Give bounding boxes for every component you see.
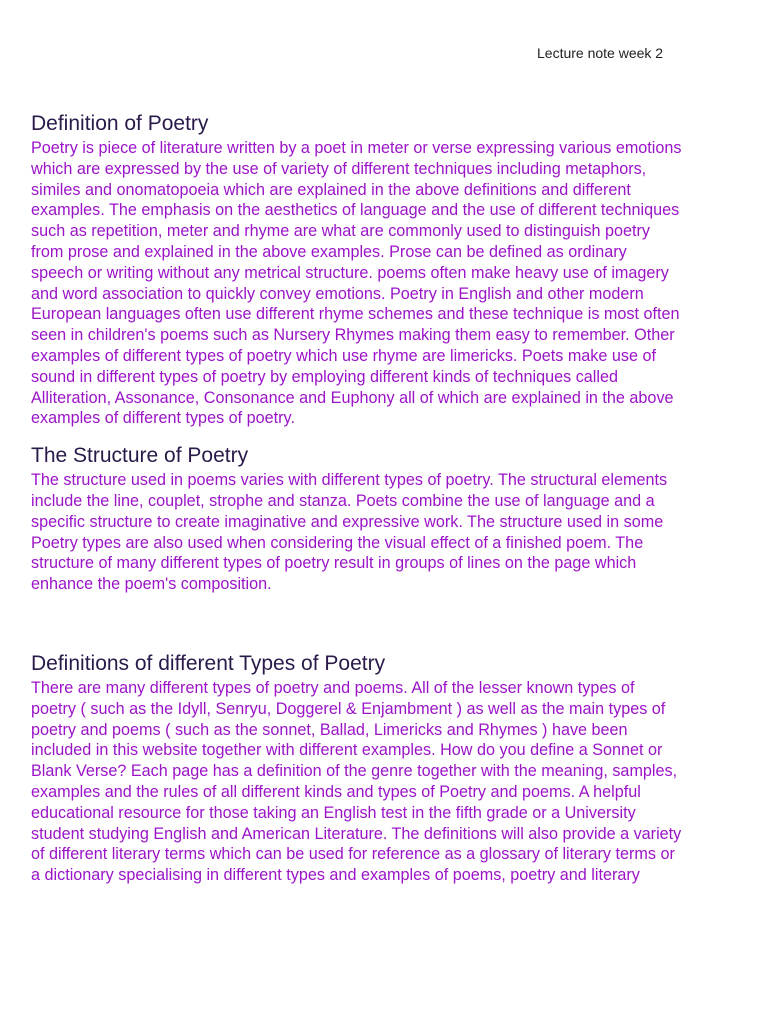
document-content — [31, 111, 743, 886]
text-line: examples and the rules of all different kinds and types of Poetry and poems. A helpful — [31, 782, 641, 801]
text-line: poetry ( such as the Idyll, Senryu, Doggerel & Enjambment ) as well as the main types of — [31, 699, 666, 718]
text-line: sound in different types of poetry by employing different kinds of techniques called — [31, 367, 619, 386]
section-paragraph — [31, 678, 743, 886]
text-line: which are expressed by the use of variety of different techniques including metaphors, — [31, 159, 647, 178]
text-line: included in this website together with different examples. How do you define a Sonnet or — [31, 741, 663, 760]
text-line: European languages often use different rhyme schemes and these technique is most often — [31, 305, 680, 324]
text-line: structure of many different types of poetry result in groups of lines on the page which — [31, 554, 637, 573]
text-line: examples of different types of poetry which use rhyme are limericks. Poets make use of — [31, 346, 656, 365]
lecture-note-label: Lecture note week 2 — [537, 45, 664, 61]
text-line: specific structure to create imaginative and expressive work. The structure used in some — [31, 512, 664, 531]
text-line: enhance the poem's composition. — [31, 575, 272, 594]
section-paragraph — [31, 138, 743, 429]
section-paragraph — [31, 470, 743, 595]
text-line: examples of different types of poetry. — [31, 409, 295, 428]
section-definition-of-poetry — [31, 111, 743, 429]
section-heading: Definition of Poetry — [31, 112, 209, 135]
text-line: student studying English and American Literature. The definitions will also provide a variety — [31, 824, 682, 843]
text-line: include the line, couplet, strophe and stanza. Poets combine the use of language and a — [31, 491, 655, 510]
text-line: such as repetition, meter and rhyme are what are commonly used to distinguish poetry — [31, 222, 651, 241]
text-line: The structure used in poems varies with different types of poetry. The structural elements — [31, 471, 668, 490]
text-line: from prose and explained in the above examples. Prose can be defined as ordinary — [31, 242, 627, 261]
text-line: educational resource for those taking an English test in the fifth grade or a University — [31, 803, 636, 822]
text-line: a dictionary specialising in different types and examples of poems, poetry and literary — [31, 866, 640, 885]
text-line: Blank Verse? Each page has a definition of the genre together with the meaning, samples, — [31, 762, 678, 781]
text-line: similes and onomatopoeia which are explained in the above definitions and different — [31, 180, 631, 199]
text-line: examples. The emphasis on the aesthetics of language and the use of different techniques — [31, 201, 680, 220]
text-line: seen in children's poems such as Nursery Rhymes making them easy to remember. Other — [31, 326, 675, 345]
text-line: of different literary terms which can be used for reference as a glossary of literary terms or — [31, 845, 675, 864]
text-line: poetry and poems ( such as the sonnet, Ballad, Limericks and Rhymes ) have been — [31, 720, 628, 739]
text-line: Poetry is piece of literature written by a poet in meter or verse expressing various emotions — [31, 139, 682, 157]
section-structure-of-poetry — [31, 443, 743, 595]
text-line: and word association to quickly convey emotions. Poetry in English and other modern — [31, 284, 644, 303]
text-line: There are many different types of poetry and poems. All of the lesser known types of — [31, 678, 635, 697]
text-line: Alliteration, Assonance, Consonance and Euphony all of which are explained in the above — [31, 388, 674, 407]
section-heading: Definitions of different Types of Poetry — [31, 651, 386, 675]
section-types-of-poetry — [31, 651, 743, 886]
text-line: speech or writing without any metrical structure. poems often make heavy use of imagery — [31, 263, 669, 282]
section-heading: The Structure of Poetry — [31, 444, 249, 468]
text-line: Poetry types are also used when considering the visual effect of a finished poem. The — [31, 533, 644, 552]
